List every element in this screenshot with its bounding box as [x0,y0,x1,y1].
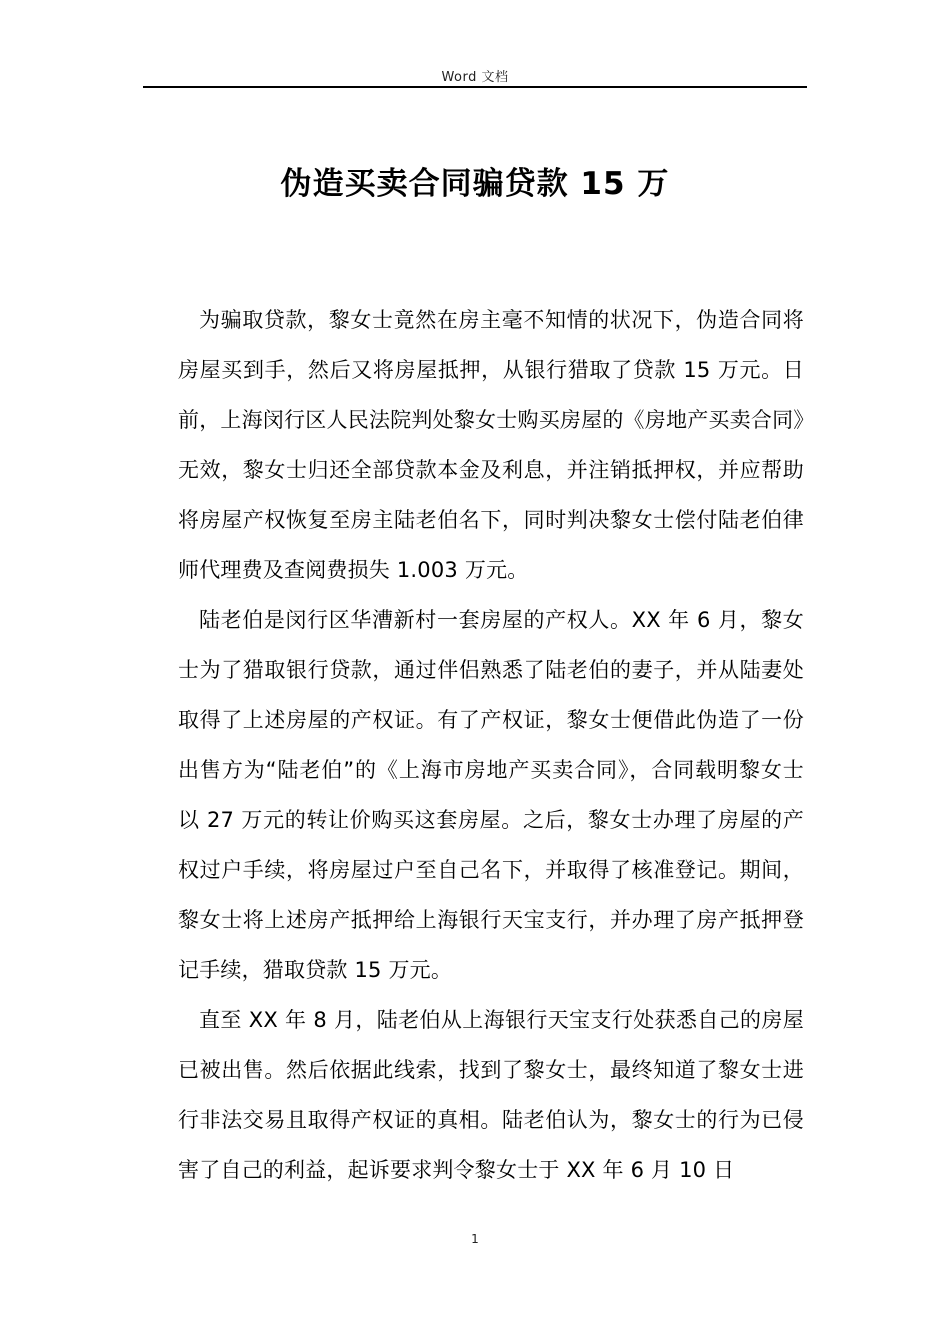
document-title: 伪造买卖合同骗贷款 15 万 [280,166,670,202]
body-paragraph-2: 陆老伯是闵行区华漕新村一套房屋的产权人。XX 年 6 月，黎女士为了猎取银行贷款，通过伴侣熟悉了陆老伯的妻子，并从陆妻处取得了上述房屋的产权证。有了产权证，黎女士便借此伪造了一份出售方为“陆老伯”的《上海市房地产买卖合同》，合同载明黎女士以 27 万元的转让价购买这套房屋。之后，黎女士办理了房屋的产权过户手续，将房屋过户至自己名下，并取得了核准登记。期间，黎女士将上述房产抵押给上海银行天宝支行，并办理了房产抵押登记手续，猎取贷款 15 万元。 [178,608,804,982]
body-paragraph-1: 为骗取贷款，黎女士竟然在房主毫不知情的状况下，伪造合同将房屋买到手，然后又将房屋抵押，从银行猎取了贷款 15 万元。日前，上海闵行区人民法院判处黎女士购买房屋的《房地产买卖合同》无效，黎女士归还全部贷款本金及利息，并注销抵押权，并应帮助将房屋产权恢复至房主陆老伯名下，同时判决黎女士偿付陆老伯律师代理费及查阅费损失 1.003 万元。 [178,308,804,582]
header-divider [143,86,807,88]
body-paragraph-3: 直至 XX 年 8 月，陆老伯从上海银行天宝支行处获悉自己的房屋已被出售。然后依据此线索，找到了黎女士，最终知道了黎女士进行非法交易且取得产权证的真相。陆老伯认为，黎女士的行为已侵害了自己的利益，起诉要求判令黎女士于 XX 年 6 月 10 日 [178,1008,804,1182]
page-number: 1 [471,1232,479,1246]
page-header-label: Word 文档 [441,70,509,85]
document-body [178,295,804,1195]
